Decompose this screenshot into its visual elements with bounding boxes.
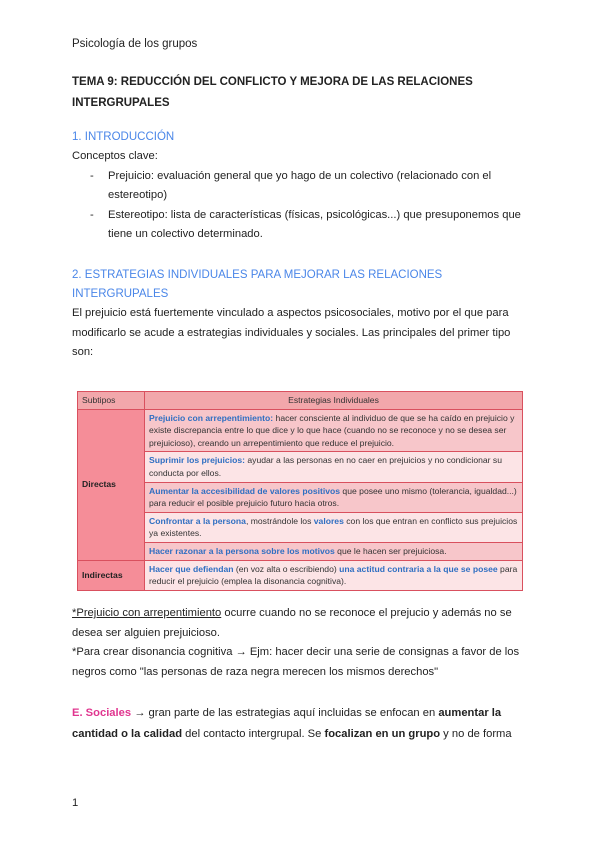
paragraph: El prejuicio está fuertemente vinculado a aspectos psicosociales, motivo por el que para modificarlo se acude a estrategias individuales y sociales. Las principales del primer tipo son: xyxy=(72,307,511,358)
social-strategies: E. Sociales → gran parte de las estrategias aquí incluidas se enfocan en aumentar la cantidad o la calidad del contacto intergrupal. Se focalizan en un grupo y no de forma xyxy=(72,707,512,740)
section-heading: 1. INTRODUCCIÓN xyxy=(72,131,175,143)
page-title: TEMA 9: REDUCCIÓN DEL CONFLICTO Y MEJORA DE LAS RELACIONES INTERGRUPALES xyxy=(72,76,473,109)
column-header: Subtipos xyxy=(78,392,145,410)
table-row: Hacer razonar a la persona sobre los motivos que le hacen ser prejuiciosa. xyxy=(78,542,523,560)
list-item: - Estereotipo: lista de características (físicas, psicológicas...) que presuponemos que tiene un colectivo determinado. xyxy=(72,206,532,245)
running-header: Psicología de los grupos xyxy=(72,38,198,50)
section-introduction xyxy=(72,128,532,245)
column-header: Estrategias Individuales xyxy=(145,392,523,410)
intro-text: Conceptos clave: xyxy=(72,150,158,162)
concept-list xyxy=(72,167,532,245)
notes xyxy=(72,604,532,682)
table-row: Suprimir los prejuicios: ayudar a las personas en no caer en prejuicios y no condicionar su conducta por ellos. xyxy=(78,452,523,482)
section-strategies xyxy=(72,266,532,363)
strategies-table xyxy=(77,391,523,591)
note: *Para crear disonancia cognitiva → Ejm: hacer decir una serie de consignas a favor de los negros como "las personas de raza negra merecen los mismos derechos" xyxy=(72,646,520,678)
table-row: Confrontar a la persona, mostrándole los valores con los que entran en conflicto sus prejuicios ya existentes. xyxy=(78,512,523,542)
table-row: Directas Prejuicio con arrepentimiento: hacer consciente al individuo de que se ha caído en prejuicio y existe discrepancia entre lo que dice y lo que hace (cuando no se reconoce y no se desea ser prejuicioso), creando un arrepentimiento que reduce el prejuicio. xyxy=(78,409,523,452)
page-number: 1 xyxy=(72,797,79,809)
list-item: - Prejuicio: evaluación general que yo hago de un colectivo (relacionado con el estereotipo) xyxy=(72,167,532,206)
section-heading: 2. ESTRATEGIAS INDIVIDUALES PARA MEJORAR LAS RELACIONES INTERGRUPALES xyxy=(72,269,443,300)
subtype-cell: Directas xyxy=(78,409,145,560)
table-row: Aumentar la accesibilidad de valores positivos que posee uno mismo (tolerancia, igualdad...) para reducir el posible prejuicio futuro hacia otros. xyxy=(78,482,523,512)
note: *Prejuicio con arrepentimiento ocurre cuando no se reconoce el prejucio y además no se desea ser alguien prejuicioso. xyxy=(72,607,512,639)
table-row: Indirectas Hacer que defiendan (en voz alta o escribiendo) una actitud contraria a la que se posee para reducir el prejuicio (emplea la disonancia cognitiva). xyxy=(78,560,523,590)
subtype-cell: Indirectas xyxy=(78,560,145,590)
